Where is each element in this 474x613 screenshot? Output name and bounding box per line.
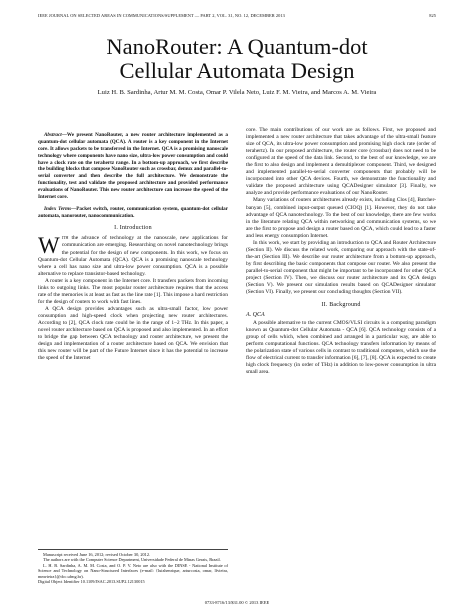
footnote-received: Manuscript received June 16, 2012; revised October 30, 2012. xyxy=(43,552,151,557)
footnote-affiliation-2: L. H. B. Sardinha, A. M. M. Costa, and O. P. V. Neto are also with the DINSE - National Institute of Science and Technology on Nano-Structured Interfaces (e-mail: {luizhenrique, arturcosta, omar, lfvieira, mmvieira}@dcc.ufmg.br). xyxy=(38,562,228,579)
footnote-doi: Digital Object Identifier 10.1109/JSAC.2013.SUP2.12130015 xyxy=(38,579,145,585)
subsection-heading-qca: A. QCA xyxy=(246,312,265,319)
paper-title xyxy=(0,35,474,83)
drop-cap: W xyxy=(38,233,60,259)
related-architectures-paragraph: Many variations of routers architectures already exists, including Clos [4], Batcher-banyan [5], combined input-output queued (CIOQ) [1]. However, they do not take advantage of QCA nanotechnology. To the best of our knowledge, there are few works in the literature relating QCA within networking and communication systems, so we are the first to propose and design a router based on QCA, which could lead to a faster and less energy consumption Internet. xyxy=(246,197,436,239)
title-line-2: Cellular Automata Design xyxy=(119,58,355,83)
drop-cap-rest: ith xyxy=(61,235,69,242)
section-heading-introduction: I. Introduction xyxy=(114,225,152,232)
intro-paragraph-2: A router is a key component in the Internet core. It transfers packets from incoming links to outgoing links. The most popular router architecture requires that the access rate of the memories is at least as fast as the line rate [1]. This impose a hard restriction for the design of routers to work with fast lines. xyxy=(38,277,228,305)
index-terms-text: —Packet switch, router, communication system, quantum-dot cellular automata, nanorouter, nanocommunication. xyxy=(38,205,228,219)
title-line-1: NanoRouter: A Quantum-dot xyxy=(106,34,368,59)
section-heading-background: II. Background xyxy=(321,302,361,309)
contributions-paragraph: core. The main contributions of our work are as follows. First, we proposed and implemented a new router architecture that takes advantage of the ultra-small feature size of QCA, its ultra-low power consumption and promising high clock rate (order of terahertz). In our proposed architecture, the router core (crossbar) does not need to be configured at the speed of the data link. Second, to the best of our knowledge, we are the first to also design and implement a demultiplexer component. Third, we designed and implemented parallel-to-serial converter components that probably will be incorporated into other QCA devices. Fourth, we demonstrate the functionality and validate the proposed architecture using QCADesigner simulator [3]. Finally, we analyze and provide performance evaluations of our NanoRouter. xyxy=(246,127,436,197)
copyright-line: 0733-8716/13/$31.00 © 2013 IEEE xyxy=(204,600,270,605)
intro-paragraph-1 xyxy=(38,235,228,277)
qca-paragraph: A possible alternative to the current CMOS/VLSI circuits is a computing paradigm known as Quantum-dot Cellular Automata - QCA [6]. QCA technology consists of a group of cells which, when combined and arranged in a particular way, are able to perform computational functions. QCA technology transfers information by means of the polarization state of various cells in contrast to traditional computers, which use the flow of electrical current to transfer information [6], [7], [8]. QCA is expected to create high clock frequency (in order of THz) in addition to low-power consumption in ultra small area. xyxy=(246,320,436,376)
intro-paragraph-3: A QCA design provides advantages such as ultra-small factor, low power consumption and high-speed clock when projecting new router architectures. According to [2], QCA clock rate could be in the range of 1–2 THz. In this paper, a novel router architecture based on QCA is proposed and also implemented. In an effort to bridge the gap between QCA technology and router architecture, we present the design and implementation of a router architecture based on QCA. We envision that this new router will be part of the Future Internet since it has the potential to increase the speed of the Internet xyxy=(38,305,228,362)
index-terms-label: Index Terms xyxy=(44,205,72,212)
left-column xyxy=(38,127,228,362)
running-header xyxy=(38,13,436,18)
author-list: Luiz H. B. Sardinha, Artur M. M. Costa, Omar P. Vilela Neto, Luiz F. M. Vieira, and Marcos A. M. Vieira xyxy=(97,89,377,96)
footnote-block xyxy=(38,549,228,584)
page-number: 825 xyxy=(429,13,436,18)
abstract-label: Abstract xyxy=(44,132,62,139)
intro-paragraph-1-text: the advance of technology at the nanoscale, new applications for communication are emerging. Researching on novel nanotechnology brings the potential for the design of new components. In this work, we focus on Quantum-dot Cellular Automata (QCA). QCA is a promising nanoscale technology where a cell has nano size and ultra-low power consumption. QCA is a possible alternative to replace transistor-based technology. xyxy=(38,235,228,277)
abstract xyxy=(38,132,228,200)
abstract-text: —We present NanoRouter, a new router architecture implemented as a quantum-dot cellular automata (QCA). A router is a key component in the Internet core. It allows packets to be transferred in the Internet. QCA is a promising nanoscale technology where components have nano size, ultra-low power consumption and could have a clock rate on the terahertz range. In a bottom-up approach, we first describe the building blocks that compose NanoRouter such as crossbar, demux and parallel-to-serial converter and then describe the full architecture. We demonstrate the functionality, test and validate the proposed architecture and provided performance evaluations of NanoRouter. This new router architecture can increase the speed of the Internet core. xyxy=(38,132,228,200)
right-column xyxy=(246,127,436,377)
index-terms xyxy=(38,206,228,220)
footnote-affiliation-1: The authors are with the Computer Science Department, Universidade Federal de Minas Gerais, Brazil. xyxy=(43,557,221,563)
paper-outline-paragraph: In this work, we start by providing an introduction to QCA and Router Architecture (Section II). We discuss the related work, comparing our approach with the state-of-the-art (Section III). We describe our router architecture from a bottom-up approach, by first describing the basic components that compose our router. We also present the parallel-to-serial component that might be important to be incorporated for other QCA project (Section IV). Then, we discuss our router architecture and its QCA design (Section V). We present our simulation results based on QCADesigner simulator (Section VI). Finally, we present our concluding thoughts (Section VII). xyxy=(246,239,436,296)
journal-line: IEEE JOURNAL ON SELECTED AREAS IN COMMUNICATIONS/SUPPLEMENT — PART 2, VOL. 31, NO. 12, DECEMBER 2013 xyxy=(38,13,285,18)
